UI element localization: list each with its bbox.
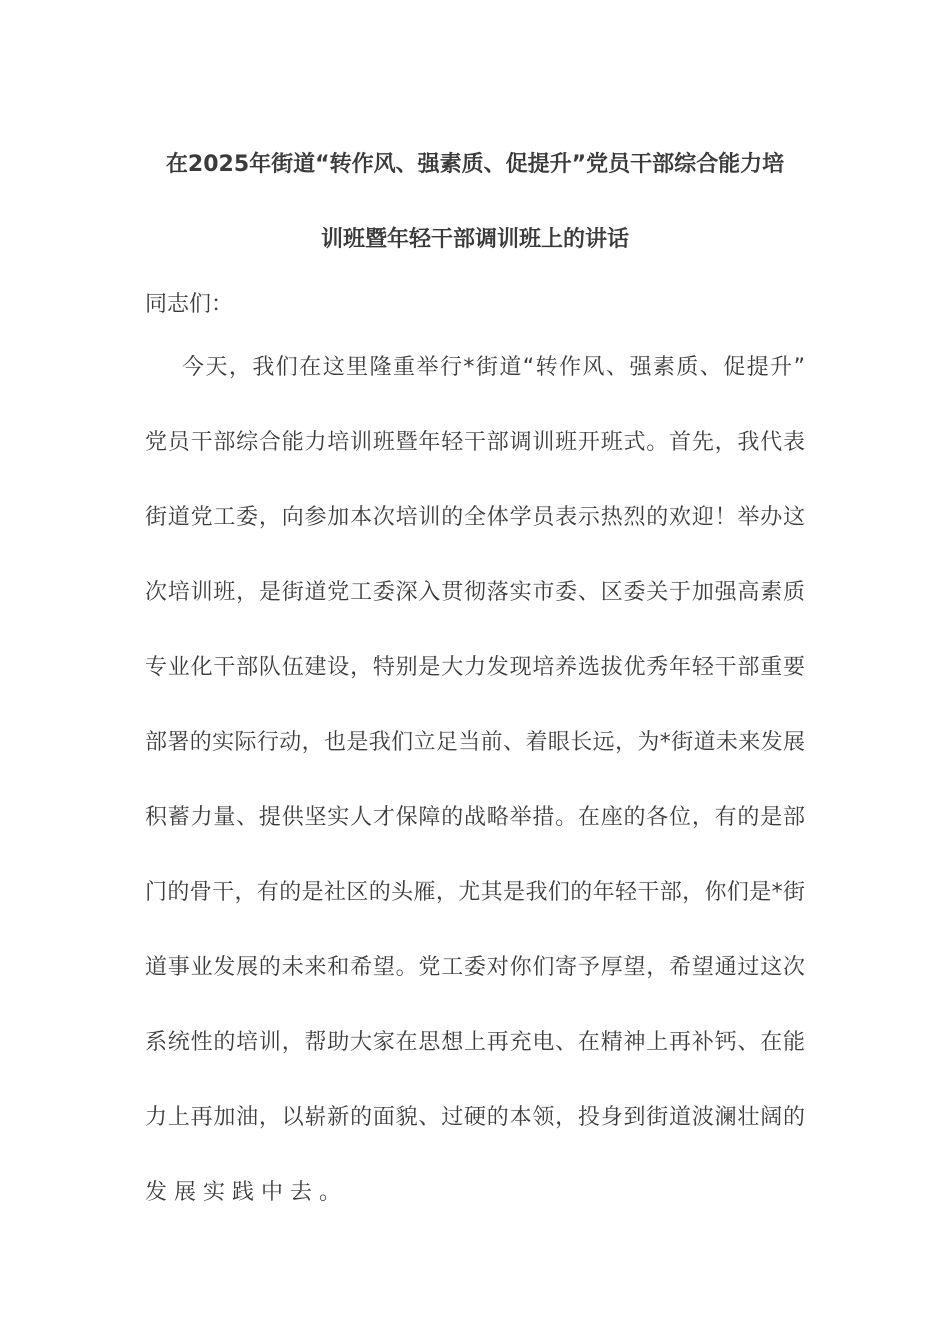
body-line: 积蓄力量、提供坚实人才保障的战略举措。在座的各位，有的是部	[145, 805, 805, 830]
body-line: 力上再加油，以崭新的面貌、过硬的本领，投身到街道波澜壮阔的	[145, 1105, 805, 1130]
body-line: 党员干部综合能力培训班暨年轻干部调训班开班式。首先，我代表	[145, 430, 805, 455]
body-line: 门的骨干，有的是社区的头雁，尤其是我们的年轻干部，你们是*街	[145, 880, 805, 905]
body-line: 系统性的培训，帮助大家在思想上再充电、在精神上再补钙、在能	[145, 1030, 805, 1055]
salutation: 同志们：	[145, 292, 234, 317]
body-line: 专业化干部队伍建设，特别是大力发现培养选拔优秀年轻干部重要	[145, 655, 805, 680]
body-line: 街道党工委，向参加本次培训的全体学员表示热烈的欢迎！举办这	[145, 505, 805, 530]
body-line: 今天，我们在这里隆重举行*街道“转作风、强素质、促提升”	[182, 355, 805, 380]
body-line: 发展实践中去。	[145, 1180, 349, 1205]
document-title-line-2: 训班暨年轻干部调训班上的讲话	[320, 227, 629, 252]
body-line: 次培训班，是街道党工委深入贯彻落实市委、区委关于加强高素质	[145, 580, 805, 605]
body-line: 道事业发展的未来和希望。党工委对你们寄予厚望，希望通过这次	[145, 955, 805, 980]
document-title-line-1: 在2025年街道“转作风、强素质、促提升”党员干部综合能力培	[165, 152, 785, 177]
body-line: 部署的实际行动，也是我们立足当前、着眼长远，为*街道未来发展	[145, 730, 805, 755]
